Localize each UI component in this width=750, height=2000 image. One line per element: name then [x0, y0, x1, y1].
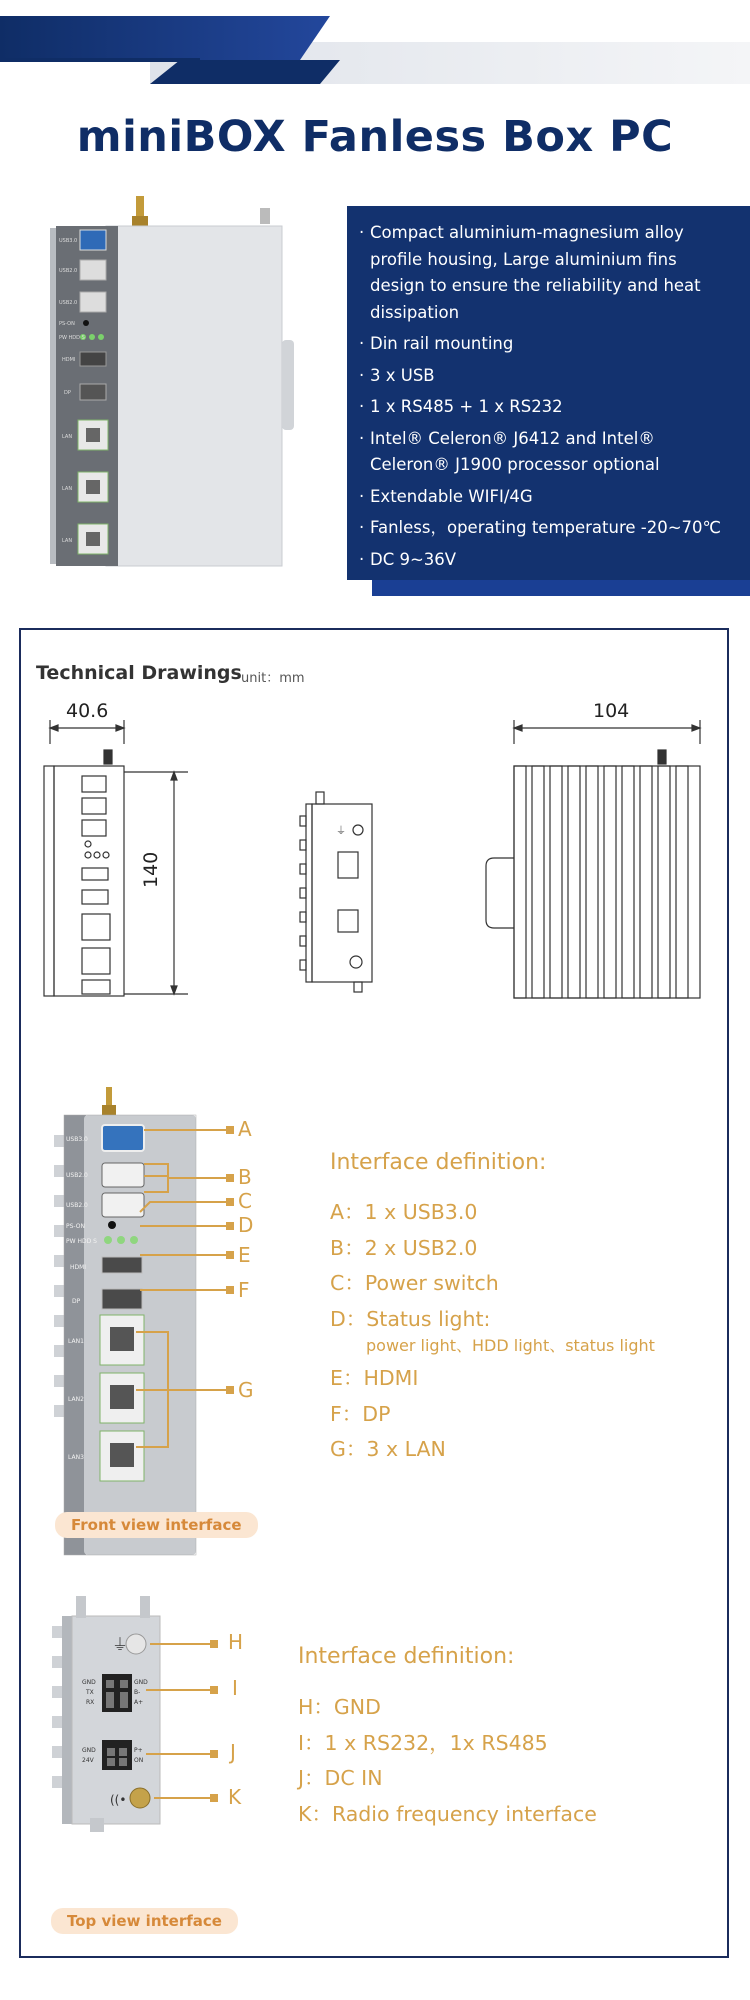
feature-item: · 1 x RS485 + 1 x RS232: [359, 394, 736, 421]
front-port-label: LAN2: [68, 1396, 84, 1403]
front-port-label: HDMI: [70, 1264, 87, 1271]
status-light-detail: power light、HDD light、status light: [366, 1336, 655, 1355]
photo-label: LAN: [62, 538, 73, 544]
front-port-label: USB3.0: [66, 1136, 88, 1143]
top-port-label: A+: [134, 1699, 144, 1706]
front-def-item: F：DP: [330, 1402, 391, 1426]
feature-list: [359, 220, 736, 573]
top-line-drawing: [298, 790, 388, 1000]
top-def-item: J：DC IN: [298, 1766, 383, 1790]
front-view-pill: Front view interface: [55, 1512, 258, 1538]
callout-letter-j: J: [230, 1740, 236, 1764]
photo-label: LAN: [62, 486, 73, 492]
callout-letter-e: E: [238, 1243, 251, 1267]
front-def-item: A：1 x USB3.0: [330, 1200, 478, 1224]
top-port-label: RX: [86, 1699, 95, 1706]
dim-height: 140: [140, 851, 162, 888]
feature-item: · Intel® Celeron® J6412 and Intel® Celeron® J1900 processor optional: [359, 426, 736, 479]
callout-letter-k: K: [228, 1785, 242, 1809]
side-line-drawing: [480, 710, 720, 1040]
feature-item: · DC 9~36V: [359, 547, 736, 574]
photo-label: DP: [64, 390, 71, 396]
top-port-label: ON: [134, 1757, 144, 1764]
feature-list-panel: [347, 206, 750, 580]
callout-letter-d: D: [238, 1213, 254, 1237]
top-def-item: H：GND: [298, 1695, 381, 1719]
page-title: miniBOX Fanless Box PC: [76, 112, 674, 162]
photo-label: USB2.0: [59, 268, 78, 274]
photo-label: PS-ON: [59, 321, 75, 327]
photo-label: USB3.0: [59, 238, 78, 244]
callout-letter-a: A: [238, 1117, 252, 1141]
front-def-item: D：Status light:: [330, 1307, 491, 1331]
callout-letter-g: G: [238, 1378, 254, 1402]
top-port-label: TX: [86, 1689, 94, 1696]
product-photo: [50, 190, 310, 590]
photo-label: PW HDD S: [59, 335, 85, 341]
front-port-label: PS-ON: [66, 1223, 85, 1230]
front-def-item: B：2 x USB2.0: [330, 1236, 478, 1260]
top-port-label: P+: [134, 1747, 143, 1754]
front-line-drawing: [40, 710, 210, 1040]
top-def-item: K：Radio frequency interface: [298, 1802, 597, 1826]
photo-label: HDMI: [62, 357, 76, 363]
callout-letter-f: F: [238, 1278, 250, 1302]
svg-text:((•: ((•: [110, 1793, 127, 1807]
front-port-label: LAN1: [68, 1338, 84, 1345]
front-definition-title: Interface definition:: [330, 1150, 547, 1175]
feature-item: · Din rail mounting: [359, 331, 736, 358]
front-def-item: C：Power switch: [330, 1271, 499, 1295]
callout-letter-h: H: [228, 1630, 244, 1654]
top-port-label: GND: [134, 1679, 148, 1686]
feature-item: · Fanless，operating temperature -20~70℃: [359, 515, 736, 542]
svg-text:⏚: ⏚: [336, 826, 346, 837]
feature-item: · 3 x USB: [359, 363, 736, 390]
front-def-item: G：3 x LAN: [330, 1437, 446, 1461]
photo-label: USB2.0: [59, 300, 78, 306]
front-port-label: LAN3: [68, 1454, 84, 1461]
top-port-label: GND: [82, 1679, 96, 1686]
svg-text:⏚: ⏚: [112, 1635, 129, 1654]
top-definition-title: Interface definition:: [298, 1644, 515, 1669]
top-callouts: [150, 1630, 240, 1830]
feature-item: · Extendable WIFI/4G: [359, 484, 736, 511]
callout-letter-c: C: [238, 1189, 252, 1213]
front-port-label: USB2.0: [66, 1172, 88, 1179]
dim-depth: 104: [593, 700, 630, 722]
unit-note: unit：mm: [241, 671, 305, 686]
top-view-pill: Top view interface: [51, 1908, 238, 1934]
front-port-label: PW HDD S: [66, 1238, 97, 1245]
photo-label: LAN: [62, 434, 73, 440]
front-port-label: DP: [72, 1298, 81, 1305]
header-banner: [0, 0, 750, 90]
top-port-label: 24V: [82, 1757, 94, 1764]
front-port-label: USB2.0: [66, 1202, 88, 1209]
front-def-item: E：HDMI: [330, 1366, 419, 1390]
callout-letter-i: I: [232, 1676, 238, 1700]
section-title: Technical Drawings: [36, 662, 242, 684]
dim-width: 40.6: [66, 700, 109, 722]
feature-item: · Compact aluminium-magnesium alloy profile housing, Large aluminium fins design to ensure the reliability and heat dissipation: [359, 220, 736, 326]
top-port-label: B-: [134, 1689, 141, 1696]
callout-letter-b: B: [238, 1165, 252, 1189]
top-port-label: GND: [82, 1747, 96, 1754]
top-def-item: I：1 x RS232，1x RS485: [298, 1731, 548, 1755]
